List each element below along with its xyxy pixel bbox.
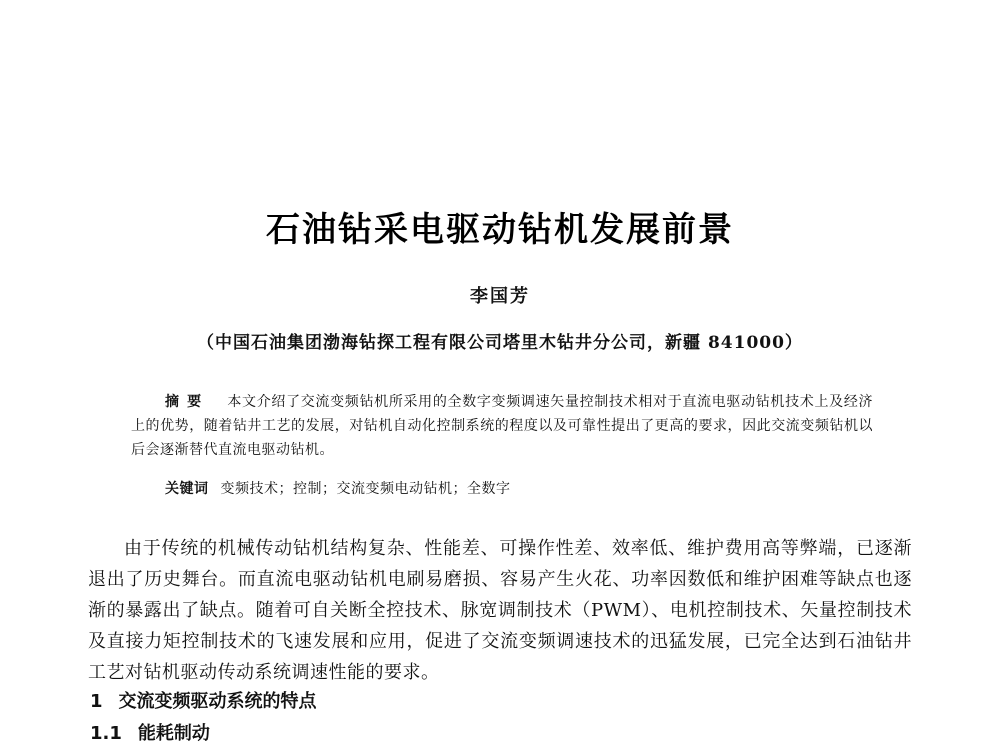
section-title: 交流变频驱动系统的特点 <box>118 691 317 712</box>
author-affiliation: （中国石油集团渤海钻探工程有限公司塔里木钻井分公司，新疆 841000） <box>197 333 803 353</box>
subsection-title: 能耗制动 <box>137 723 210 744</box>
keywords-text: 变频技术；控制；交流变频电动钻机；全数字 <box>220 481 511 497</box>
subsection-heading <box>90 719 210 745</box>
body-paragraph: 由于传统的机械传动钻机结构复杂、性能差、可操作性差、效率低、维护费用高等弊端，已逐渐退出了历史舞台。而直流电驱动钻机电刷易磨损、容易产生火花、功率因数低和维护困难等缺点也逐渐的暴露出了缺点。随着可自关断全控技术、脉宽调制技术（PWM）、电机控制技术、矢量控制技术及直接力矩控制技术的飞速发展和应用，促进了交流变频调速技术的迅猛发展，已完全达到石油钻井工艺对钻机驱动传动系统调速性能的要求。 <box>88 538 912 683</box>
abstract-block <box>131 390 873 462</box>
section-heading <box>90 687 317 713</box>
abstract-label: 摘要 <box>165 394 210 410</box>
section-number: 1 <box>90 691 103 712</box>
paper-title: 石油钻采电驱动钻机发展前景 <box>266 210 734 250</box>
abstract-text: 本文介绍了交流变频钻机所采用的全数字变频调速矢量控制技术相对于直流电驱动钻机技术上及经济上的优势，随着钻井工艺的发展，对钻机自动化控制系统的程度以及可靠性提出了更高的要求，因此交流变频钻机以后会逐渐替代直流电驱动钻机。 <box>131 394 874 458</box>
author-name: 李国芳 <box>470 286 530 307</box>
keywords-block <box>165 477 873 501</box>
keywords-label: 关键词 <box>165 481 209 497</box>
subsection-number: 1.1 <box>90 723 122 744</box>
